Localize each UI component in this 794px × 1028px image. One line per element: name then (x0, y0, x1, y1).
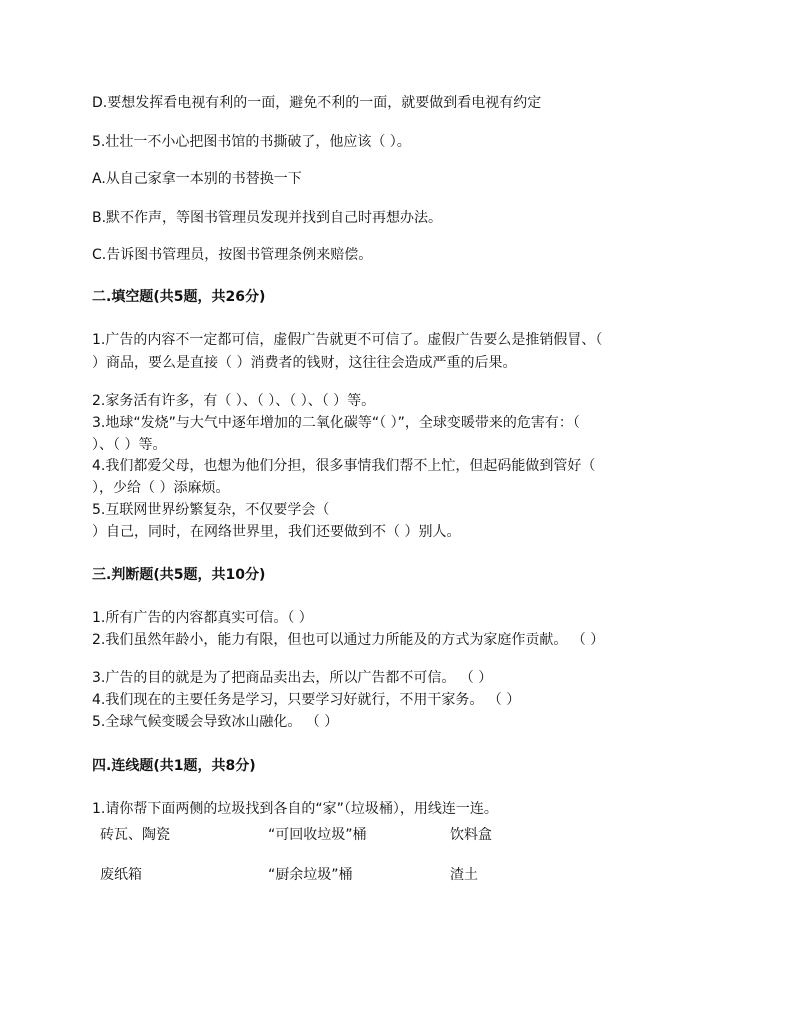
match-left-item-1: 砖瓦、陶瓷 (100, 827, 170, 843)
match-right-item-1: 饮料盒 (450, 827, 492, 843)
fill-q3-line1: 3.地球“发烧”与大气中逐年增加的二氧化碳等“（ ）”，全球变暖带来的危害有：（ (92, 415, 580, 431)
fill-q3-line2: ）、（ ）等。 (92, 437, 167, 453)
section-2-title: 二.填空题(共5题，共26分) (92, 289, 266, 305)
fill-q4-line1: 4.我们都爱父母，也想为他们分担，很多事情我们帮不上忙，但起码能做到管好（ (92, 458, 596, 474)
judge-q3: 3.广告的目的就是为了把商品卖出去，所以广告都不可信。 （ ） (92, 670, 493, 686)
match-left-item-2: 废纸箱 (100, 867, 142, 883)
judge-q4: 4.我们现在的主要任务是学习，只要学习好就行，不用干家务。 （ ） (92, 692, 521, 708)
q5-option-a: A.从自己家拿一本别的书替换一下 (92, 171, 302, 187)
match-middle-item-1: “可回收垃圾”桶 (268, 827, 367, 843)
judge-q2: 2.我们虽然年龄小，能力有限，但也可以通过力所能及的方式为家庭作贡献。 （ ） (92, 632, 605, 648)
fill-q2: 2.家务活有许多，有（ ）、（ ）、（ ）、（ ）等。 (92, 393, 376, 409)
judge-q5: 5.全球气候变暖会导致冰山融化。 （ ） (92, 714, 339, 730)
judge-q1: 1.所有广告的内容都真实可信。（ ） (92, 610, 313, 626)
fill-q4-line2: ），少给（ ）添麻烦。 (92, 480, 230, 496)
fill-q5-line1: 5.互联网世界纷繁复杂，不仅要学会（ (92, 502, 330, 518)
fill-q1-line1: 1.广告的内容不一定都可信，虚假广告就更不可信了。虚假广告要么是推销假冒、（ (92, 332, 603, 348)
fill-q1-line2: ）商品，要么是直接（ ）消费者的钱财，这往往会造成严重的后果。 (92, 355, 517, 371)
match-right-item-2: 渣土 (450, 867, 478, 883)
match-middle-item-2: “厨余垃圾”桶 (268, 867, 353, 883)
fill-q5-line2: ）自己，同时，在网络世界里，我们还要做到不（ ）别人。 (92, 524, 461, 540)
q4-option-d: D.要想发挥看电视有利的一面，避免不利的一面，就要做到看电视有约定 (92, 95, 542, 111)
match-q1: 1.请你帮下面两侧的垃圾找到各自的“家”（垃圾桶），用线连一连。 (92, 801, 498, 817)
q5-option-c: C.告诉图书管理员，按图书管理条例来赔偿。 (92, 247, 373, 263)
section-4-title: 四.连线题(共1题，共8分) (92, 758, 256, 774)
q5-stem: 5.壮壮一不小心把图书馆的书撕破了，他应该（ ）。 (92, 134, 411, 150)
section-3-title: 三.判断题(共5题，共10分) (92, 567, 266, 583)
q5-option-b: B.默不作声，等图书管理员发现并找到自己时再想办法。 (92, 210, 443, 226)
